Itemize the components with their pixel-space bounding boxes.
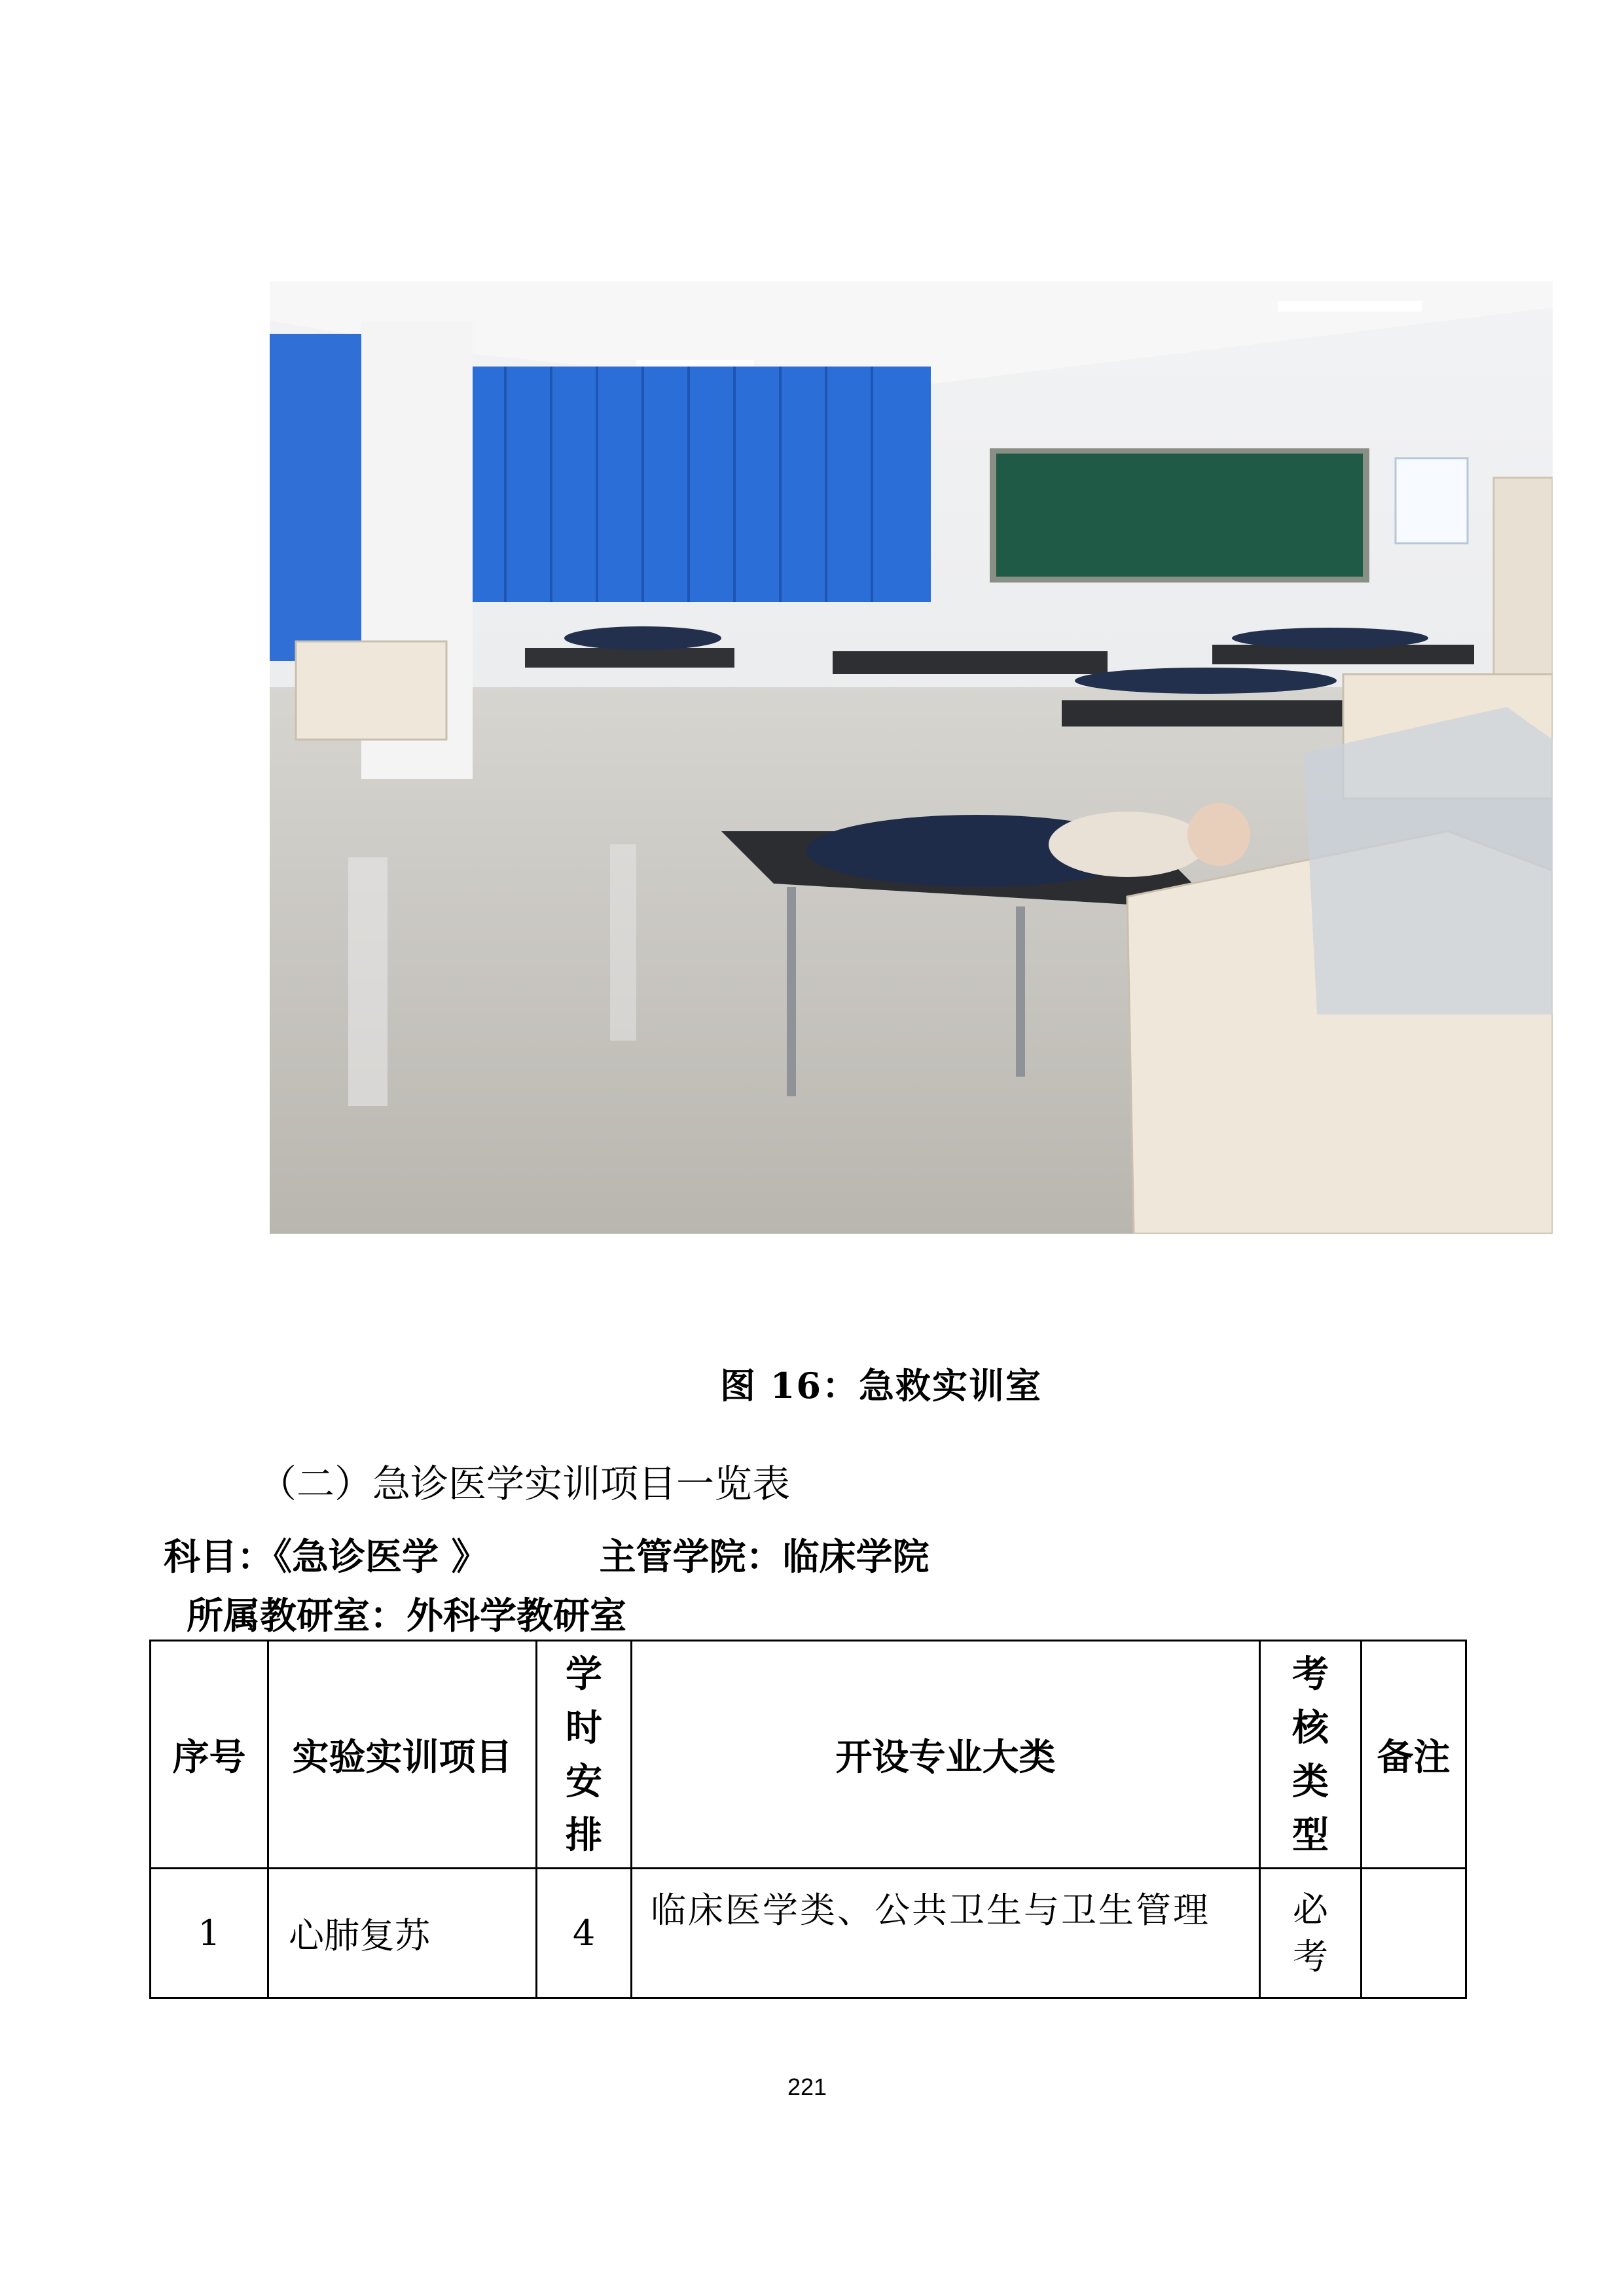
cell-index: 1 xyxy=(151,1869,268,1998)
training-room-photo xyxy=(270,281,1553,1234)
header-project: 实验实训项目 xyxy=(268,1641,537,1869)
photo-illustration xyxy=(270,281,1553,1234)
cell-assessment: 必 考 xyxy=(1260,1869,1362,1998)
department-label: 所属教研室：外科学教研室 xyxy=(187,1594,626,1638)
college-label: 主管学院：临床学院 xyxy=(599,1535,929,1579)
header-hours: 学 时 安 排 xyxy=(537,1641,632,1869)
figure-caption: 图 16：急救实训室 xyxy=(720,1365,1042,1407)
cell-majors: 临床医学类、公共卫生与卫生管理 xyxy=(632,1869,1260,1998)
subject-label: 科目：《急诊医学 》 xyxy=(164,1535,488,1579)
header-index: 序号 xyxy=(151,1641,268,1869)
cell-notes xyxy=(1362,1869,1466,1998)
cell-hours: 4 xyxy=(537,1869,632,1998)
header-assessment: 考 核 类 型 xyxy=(1260,1641,1362,1869)
page-number: 221 xyxy=(787,2073,827,2100)
header-notes: 备注 xyxy=(1362,1641,1466,1869)
meta-line-1 xyxy=(164,1528,929,1581)
table-header-row xyxy=(151,1641,1466,1869)
cell-project: 心肺复苏 xyxy=(268,1869,537,1998)
training-projects-table xyxy=(149,1640,1467,1999)
header-majors: 开设专业大类 xyxy=(632,1641,1260,1869)
table-row xyxy=(151,1869,1466,1998)
section-title: （二）急诊医学实训项目一览表 xyxy=(259,1462,791,1506)
